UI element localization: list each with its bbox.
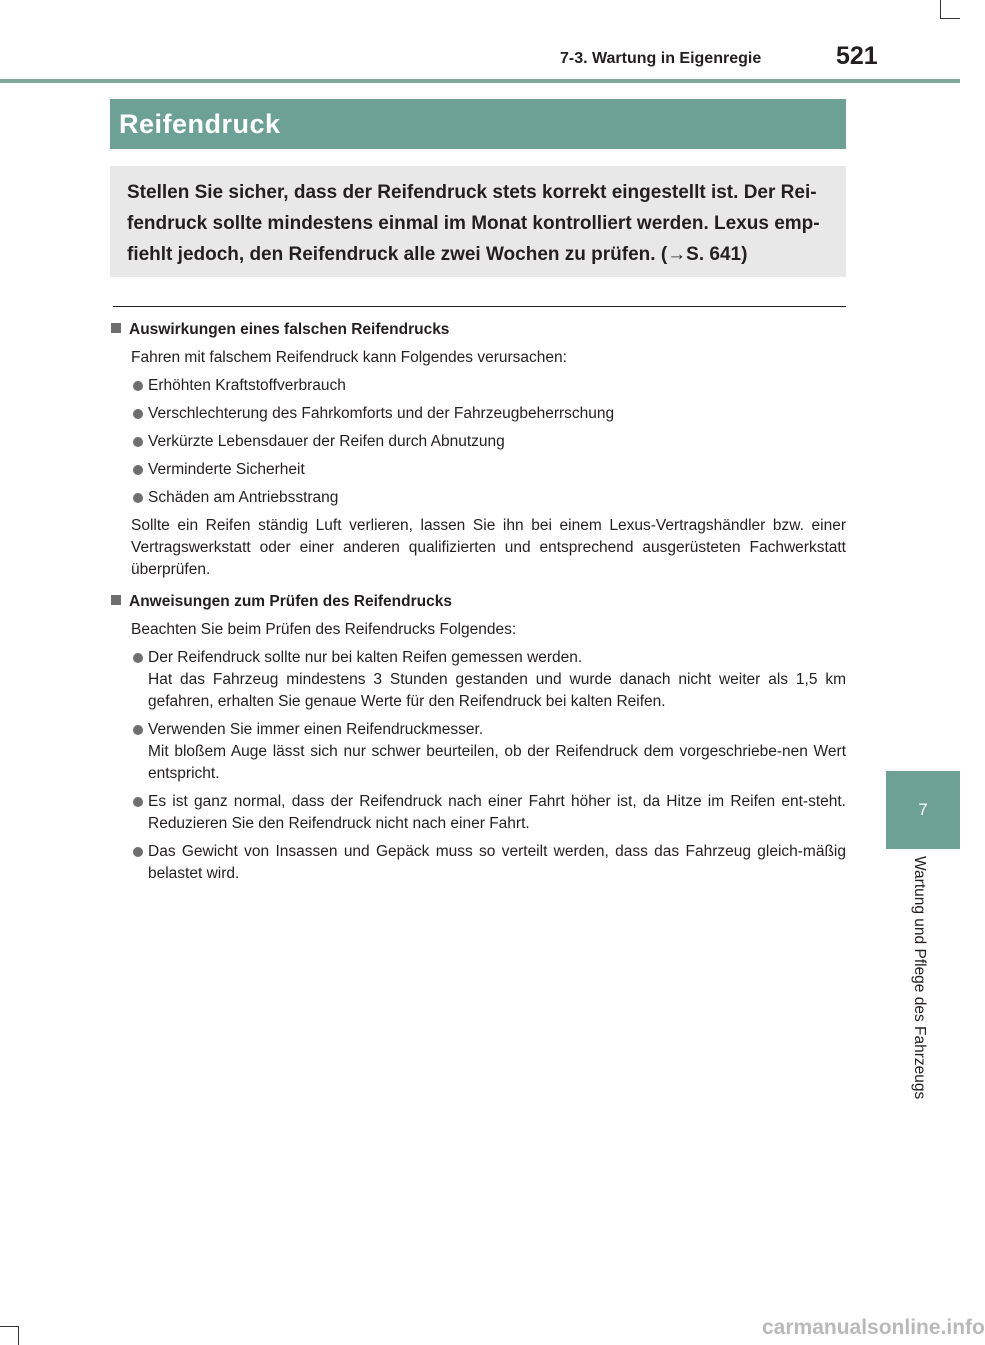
chapter-label: Wartung und Pflege des Fahrzeugs (911, 856, 928, 1100)
circle-bullet-icon (133, 409, 143, 419)
crop-mark (940, 18, 960, 19)
list-item: Verkürzte Lebensdauer der Reifen durch Abnutzung (111, 431, 846, 453)
header-rule (0, 79, 960, 83)
list-item: Schäden am Antriebsstrang (111, 487, 846, 509)
list-item: Verminderte Sicherheit (111, 459, 846, 481)
circle-bullet-icon (133, 725, 143, 735)
running-header: 7-3. Wartung in Eigenregie (560, 50, 762, 67)
crop-mark (940, 0, 941, 18)
list-item: Verschlechterung des Fahrkomforts und der Fahrzeugbeherrschung (111, 403, 846, 425)
circle-bullet-icon (133, 847, 143, 857)
list-item: Der Reifendruck sollte nur bei kalten Reifen gemessen werden. Hat das Fahrzeug mindestens 3 Stunden gestanden und wurde danach nicht weiter als 1,5 km gefahren, erhalten Sie genaue Werte für den Reifendruck bei kalten Reifen. (111, 647, 846, 713)
crop-mark (0, 1326, 18, 1327)
circle-bullet-icon (133, 797, 143, 807)
list-item: Es ist ganz normal, dass der Reifendruck nach einer Fahrt höher ist, da Hitze im Reifen ent-steht. Reduzieren Sie den Reifendruck nicht nach einer Fahrt. (111, 791, 846, 835)
section-heading: Anweisungen zum Prüfen des Reifendrucks (111, 591, 846, 613)
circle-bullet-icon (133, 381, 143, 391)
section-heading: Auswirkungen eines falschen Reifendrucks (111, 319, 846, 341)
section-lead: Fahren mit falschem Reifendruck kann Folgendes verursachen: (131, 349, 567, 366)
chapter-tab: 7 (886, 771, 960, 849)
section-title-bar (110, 99, 846, 149)
circle-bullet-icon (133, 493, 143, 503)
square-bullet-icon (111, 595, 121, 605)
list-item: Verwenden Sie immer einen Reifendruckmesser. Mit bloßem Auge lässt sich nur schwer beurteilen, ob der Reifendruck dem vorgeschriebe-nen Wert entspricht. (111, 719, 846, 785)
circle-bullet-icon (133, 437, 143, 447)
intro-box: Stellen Sie sicher, dass der Reifendruck stets korrekt eingestellt ist. Der Rei-fendruck sollte mindestens einmal im Monat kontrolliert werden. Lexus emp-fiehlt jedoch, den Reifendruck alle zwei Wochen zu prüfen. (→S. 641) (110, 166, 846, 277)
crop-mark (18, 1326, 19, 1345)
section-closing: Sollte ein Reifen ständig Luft verlieren, lassen Sie ihn bei einem Lexus-Vertragshändler bzw. einer Vertragswerkstatt oder einer anderen qualifizierten und entsprechend ausgerüsteten Fachwerkstatt überprüfen. (131, 517, 846, 578)
circle-bullet-icon (133, 465, 143, 475)
separator (113, 306, 846, 307)
list-item: Erhöhten Kraftstoffverbrauch (111, 375, 846, 397)
list-item: Das Gewicht von Insassen und Gepäck muss so verteilt werden, dass das Fahrzeug gleich-mäßig belastet wird. (111, 841, 846, 885)
page-number: 521 (836, 42, 878, 70)
page-title: Reifendruck (119, 109, 281, 139)
square-bullet-icon (111, 323, 121, 333)
main-content (111, 319, 846, 885)
footer-watermark: carmanualsonline.info (762, 1316, 985, 1339)
section-lead: Beachten Sie beim Prüfen des Reifendrucks Folgendes: (131, 621, 517, 638)
circle-bullet-icon (133, 653, 143, 663)
